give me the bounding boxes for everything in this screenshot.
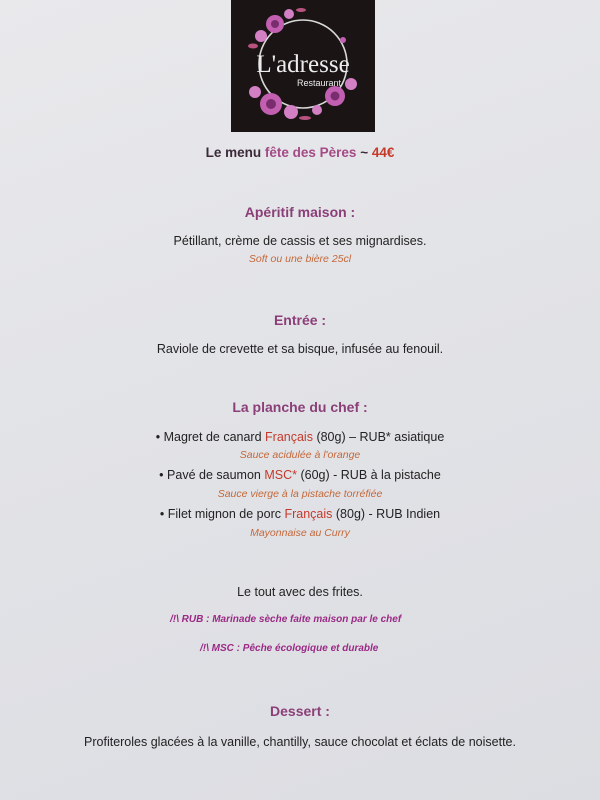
logo-subtitle: Restaurant	[296, 78, 342, 88]
legend-rub: /!\ RUB : Marinade sèche faite maison par le chef	[170, 614, 402, 625]
planche-item	[0, 468, 600, 482]
item-details: (80g) - RUB Indien	[332, 507, 441, 521]
item-name: Magret de canard	[163, 430, 266, 444]
dessert-text: Profiteroles glacées à la vanille, chantilly, sauce chocolat et éclats de noisette.	[84, 735, 516, 749]
item-origin: Français	[265, 430, 313, 444]
planche-item-note: Sauce vierge à la pistache torréfiée	[217, 488, 383, 500]
planche-heading: La planche du chef :	[232, 399, 368, 415]
item-name: Filet mignon de porc	[167, 507, 285, 521]
logo-graphic	[231, 0, 375, 132]
item-origin: Français	[284, 507, 333, 521]
planche-item	[0, 507, 600, 521]
title-separator: ~	[356, 145, 372, 160]
item-origin: MSC*	[264, 468, 297, 482]
restaurant-logo	[231, 0, 375, 132]
aperitif-text: Pétillant, crème de cassis et ses mignardises.	[173, 234, 427, 248]
bullet: •	[159, 468, 164, 482]
item-details: (60g) - RUB à la pistache	[297, 468, 441, 482]
aperitif-heading: Apéritif maison :	[244, 204, 356, 220]
title-event: fête des Pères	[264, 145, 357, 160]
bullet: •	[155, 430, 161, 444]
bullet: •	[159, 507, 165, 521]
frites-text: Le tout avec des frites.	[237, 585, 363, 599]
menu-price: 44€	[371, 145, 395, 160]
logo-name: L'adresse	[256, 51, 350, 78]
planche-item-note: Mayonnaise au Curry	[250, 527, 350, 539]
entree-text: Raviole de crevette et sa bisque, infusée au fenouil.	[156, 342, 444, 356]
legend-msc: /!\ MSC : Pêche écologique et durable	[200, 643, 379, 654]
entree-heading: Entrée :	[273, 312, 327, 328]
title-prefix: Le menu	[205, 145, 265, 160]
menu-title	[0, 145, 600, 160]
item-details: (80g) – RUB* asiatique	[312, 430, 445, 444]
planche-item-note: Sauce acidulée à l'orange	[239, 449, 361, 461]
planche-item	[0, 430, 600, 444]
flower-decoration-top	[248, 8, 346, 49]
item-name: Pavé de saumon	[167, 468, 265, 482]
dessert-heading: Dessert :	[270, 703, 330, 719]
aperitif-note: Soft ou une bière 25cl	[248, 253, 352, 265]
